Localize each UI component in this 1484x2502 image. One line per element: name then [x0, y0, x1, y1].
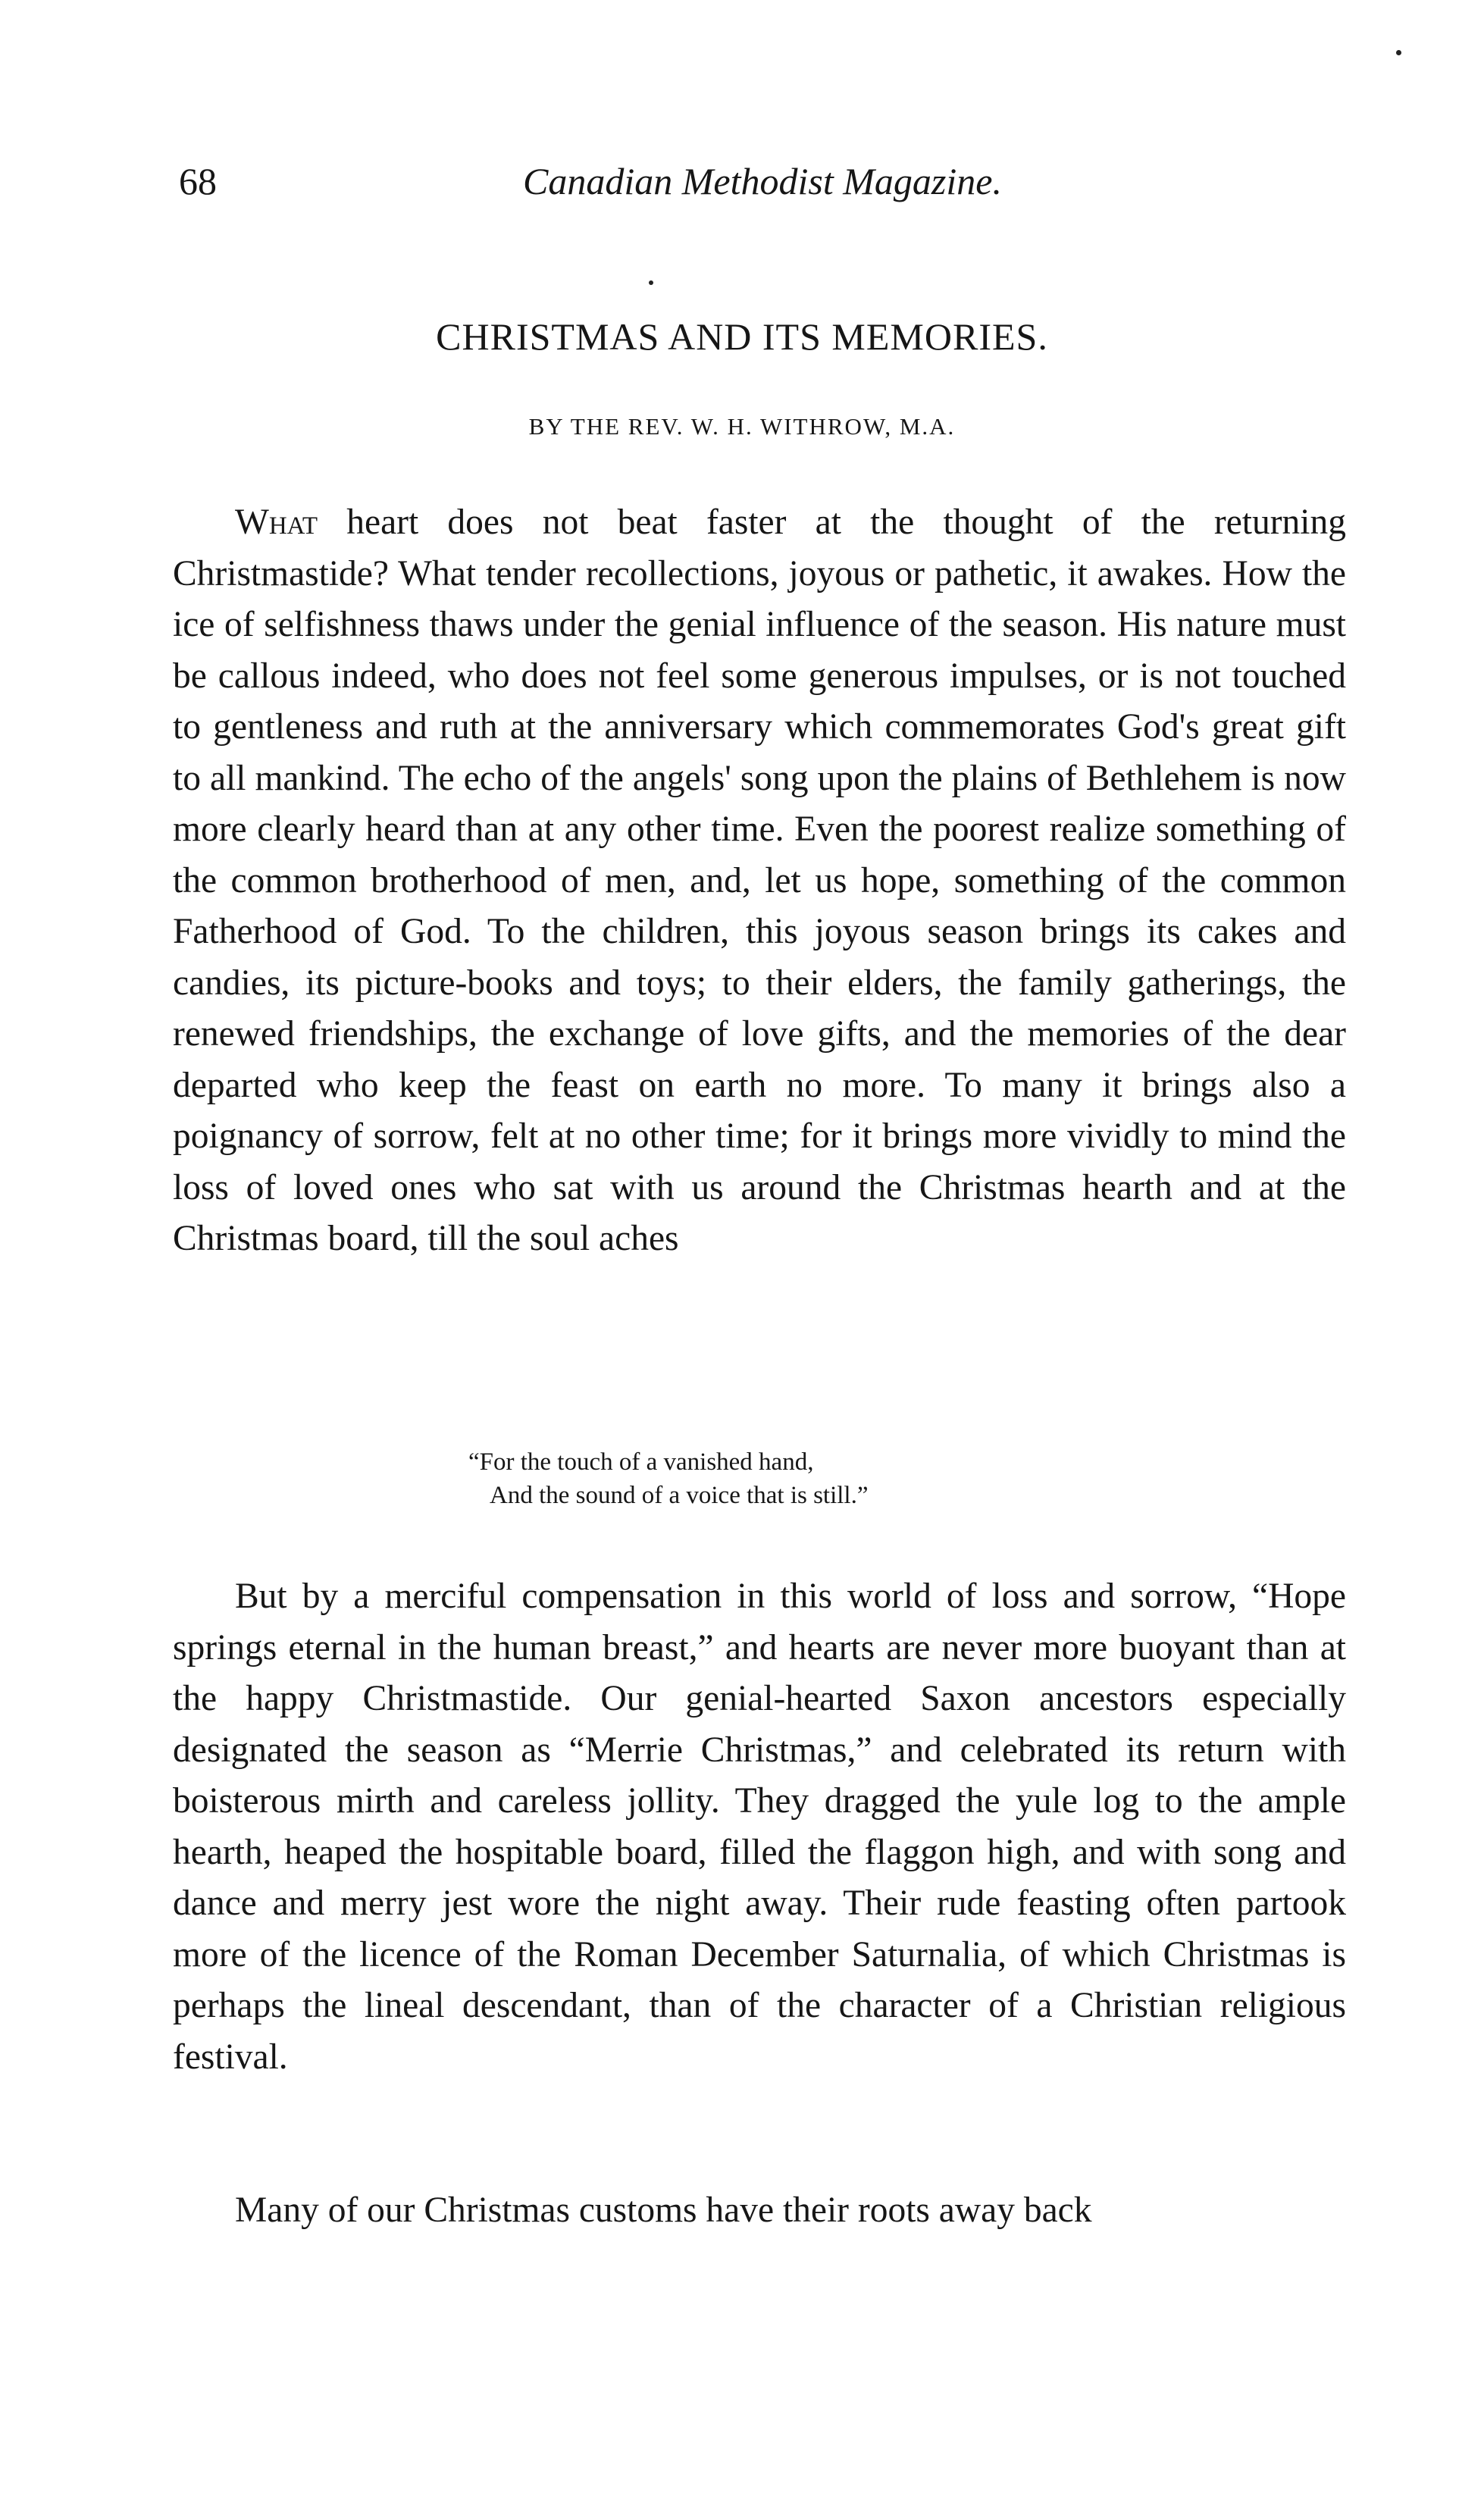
scan-speck: [649, 280, 653, 285]
paragraph-2: But by a merciful compensation in this world of loss and sorrow, “Hope springs eternal in the human breast,” and hearts are never more buoyant than at the happy Christmastide. Our genial-hearted Saxon ancestors especially designated the season as “Merrie Christmas,” and celebrated its return with boisterous mirth and careless jollity. They dragged the yule log to the ample hearth, heaped the hospitable board, filled the flaggon high, and with song and dance and merry jest wore the night away. Their rude feasting often partook more of the licence of the Roman December Saturnalia, of which Christmas is perhaps the lineal descendant, than of the character of a Christian religious festival.: [173, 1577, 1346, 2077]
article-title: CHRISTMAS AND ITS MEMORIES.: [436, 315, 1048, 358]
paragraph-1-lead-word: What: [235, 503, 318, 542]
quotation-line-2: And the sound of a voice that is still.”: [490, 1482, 869, 1509]
paragraph-3: Many of our Christmas customs have their roots away back: [235, 2190, 1092, 2230]
verse-quotation: [468, 1445, 869, 1512]
journal-title: Canadian Methodist Magazine.: [523, 160, 1002, 202]
running-head: [179, 159, 1346, 208]
article-byline: BY THE REV. W. H. WITHROW, M.A.: [528, 413, 956, 440]
paragraph-1: [173, 497, 1346, 1265]
paragraph-1-text: heart does not beat faster at the thought of the returning Christmastide? What tender recollections, joyous or pathetic, it awakes. How the ice of selfishness thaws under the genial influence of the season. His nature must be callous indeed, who does not feel some generous impulses, or is not touched to gentleness and ruth at the anniversary which commemorates God's great gift to all mankind. The echo of the angels' song upon the plains of Bethlehem is now more clearly heard than at any other time. Even the poorest realize something of the common brotherhood of men, and, let us hope, something of the common Fatherhood of God. To the children, this joyous season brings its cakes and candies, its picture-books and toys; to their elders, the family gatherings, the renewed friendships, the exchange of love gifts, and the memories of the dear departed who keep the feast on earth no more. To many it brings also a poignancy of sorrow, felt at no other time; for it brings more vividly to mind the loss of loved ones who sat with us around the Christmas hearth and at the Christmas board, till the soul aches: [173, 503, 1346, 1258]
page-number: 68: [179, 160, 217, 202]
quotation-line-1: “For the touch of a vanished hand,: [468, 1448, 814, 1476]
scan-speck: [1396, 50, 1401, 55]
